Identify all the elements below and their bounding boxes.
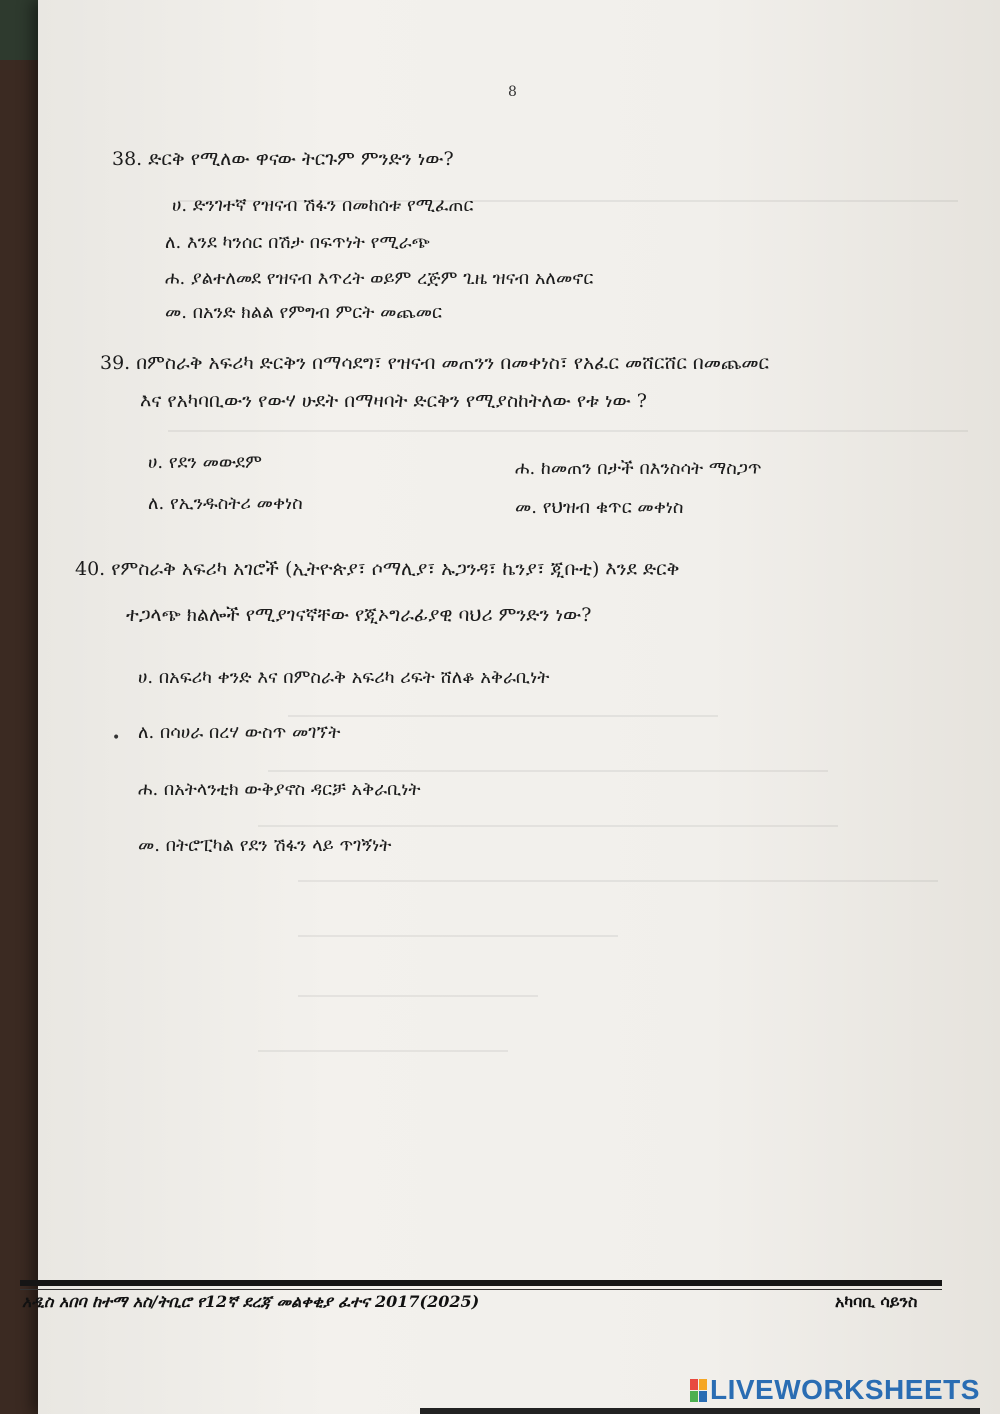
background-edge [0,0,38,60]
question-number: 39. [100,352,131,374]
question-text: የምስራቅ አፍሪካ አገሮች (ኢትዮጵያ፣ ሶማሊያ፣ ኡጋንዳ፣ ኬንያ፣ ጂቡቲ) እንደ ድርቅ [111,558,680,580]
bleed-through-line [258,825,838,827]
option-c[interactable]: ሐ. በአትላንቲክ ውቅያኖስ ዳርቻ አቅራቢነት [138,779,421,800]
question-40 [75,558,679,581]
footer-divider-thin [20,1289,942,1290]
option-d[interactable]: መ. በትሮፒካል የደን ሽፋን ላይ ጥገኝነት [138,835,392,856]
stray-mark: • [112,730,121,746]
question-text: በምስራቅ አፍሪካ ድርቅን በማሳደግ፣ የዝናብ መጠንን በመቀነስ፣ የአፈር መሸርሸር በመጨመር [136,352,770,374]
footer-exam-title: አዲስ አበባ ከተማ አስ/ትቢሮ የ12ኛ ደረጃ መልቀቂያ ፈተና 2017(2025) [22,1292,480,1311]
question-number: 40. [75,558,106,580]
bleed-through-line [268,770,828,772]
logo-text: LIVEWORKSHEETS [710,1374,980,1405]
option-c[interactable]: ሐ. ከመጠን በታች በእንስሳት ማስጋጥ [515,458,762,479]
option-a[interactable]: ሀ. የደን መውደም [148,452,262,473]
option-a[interactable]: ሀ. በአፍሪካ ቀንድ እና በምስራቅ አፍሪካ ሪፍት ሸለቆ አቅራቢነት [138,667,550,688]
liveworksheets-logo [690,1374,980,1406]
question-38 [112,148,454,171]
logo-square [699,1391,707,1402]
bleed-through-line [258,1050,508,1052]
logo-square [699,1379,707,1390]
bleed-through-line [288,715,718,717]
bleed-through-line [298,995,538,997]
page-bottom-edge [420,1408,980,1414]
option-b[interactable]: ለ. የኢንዱስትሪ መቀነስ [148,493,303,514]
question-number: 38. [112,148,143,170]
bleed-through-line [168,430,968,432]
question-39 [100,352,769,375]
question-text: ድርቅ የሚለው ዋናው ትርጉም ምንድን ነው? [148,148,454,170]
question-39-line-2: እና የአካባቢውን የውሃ ሁደት በማዛባት ድርቅን የሚያስከትለው የቱ ነው ? [140,390,647,412]
option-d[interactable]: መ. በአንድ ክልል የምግብ ምርት መጨመር [165,302,442,323]
bleed-through-line [298,880,938,882]
bleed-through-line [298,935,618,937]
question-40-line-2: ተጋላጭ ክልሎች የሚያገናኛቸው የጂኦግራፊያዊ ባህሪ ምንድን ነው? [126,604,592,626]
option-b[interactable]: ለ. እንደ ካንሰር በሽታ በፍጥነት የሚራጭ [165,232,430,253]
logo-square [690,1391,698,1402]
option-d[interactable]: መ. የህዝብ ቁጥር መቀነስ [515,497,684,518]
page-number: 8 [508,84,517,100]
logo-icon [690,1379,706,1401]
option-c[interactable]: ሐ. ያልተለመደ የዝናብ እጥረት ወይም ረጅም ጊዜ ዝናብ አለመኖር [165,268,594,289]
option-a[interactable]: ሀ. ድንገተኛ የዝናብ ሽፋን በመከሰቱ የሚፈጠር [172,195,474,216]
footer-subject: አካባቢ ሳይንስ [835,1292,918,1311]
logo-square [690,1379,698,1390]
option-b[interactable]: ለ. በሳሀራ በረሃ ውስጥ መገኘት [138,722,341,743]
footer-divider [20,1280,942,1286]
